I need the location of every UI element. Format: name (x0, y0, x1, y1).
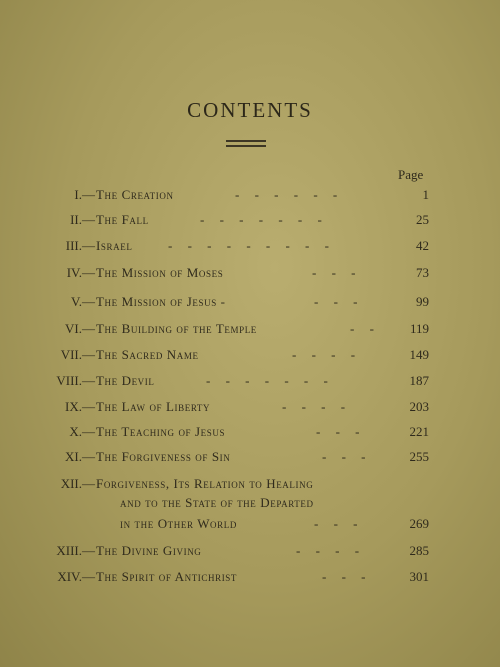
chapter-number: I.— (74, 187, 95, 202)
chapter-title: Israel (96, 238, 133, 253)
dot-leaders: - - - - - - (235, 187, 344, 202)
dot-leaders: - - - (314, 516, 364, 531)
chapter-number: XII.— (60, 476, 95, 491)
chapter-number: VIII.— (56, 373, 95, 388)
page-number: 269 (409, 516, 429, 531)
dot-leaders: - - - - (296, 543, 366, 558)
heading-rule-bottom (226, 145, 266, 147)
chapter-title-line-1: Forgiveness, Its Relation to Healing (96, 476, 314, 491)
chapter-title: The Law of Liberty (96, 399, 211, 414)
toc-entry (0, 424, 500, 444)
chapter-number: VI.— (65, 321, 95, 336)
page-number: 255 (409, 449, 429, 464)
toc-entry (0, 294, 500, 314)
toc-entry (0, 347, 500, 367)
chapter-number: XIV.— (57, 569, 95, 584)
page-number: 285 (409, 543, 429, 558)
toc-entry-multiline (0, 476, 500, 496)
chapter-title-line-3: in the Other World (120, 516, 237, 531)
chapter-title: The Sacred Name (96, 347, 199, 362)
page-number: 1 (422, 187, 429, 202)
page-number: 119 (409, 321, 429, 336)
dot-leaders: - - - - - - - (200, 212, 328, 227)
page-number: 187 (409, 373, 429, 388)
toc-entry (0, 212, 500, 232)
dot-leaders: - - - (314, 294, 364, 309)
chapter-title-line-2: and to the State of the Departed (120, 495, 314, 510)
dot-leaders: - - - - (292, 347, 362, 362)
page-number: 73 (416, 265, 429, 280)
page-number: 99 (416, 294, 429, 309)
contents-heading: CONTENTS (187, 98, 313, 122)
chapter-title: The Forgiveness of Sin (96, 449, 231, 464)
page-number: 42 (416, 238, 429, 253)
chapter-number: X.— (69, 424, 95, 439)
chapter-number: VII.— (60, 347, 95, 362)
dot-leaders: - - (350, 321, 380, 336)
page-column-label: Page (398, 167, 424, 182)
chapter-title: The Devil (96, 373, 155, 388)
chapter-number: II.— (70, 212, 95, 227)
dot-leaders: - - - (312, 265, 362, 280)
chapter-title: The Spirit of Antichrist (96, 569, 237, 584)
toc-entry (0, 321, 500, 341)
toc-entry-continued (0, 516, 500, 536)
page-number: 221 (409, 424, 429, 439)
dot-leaders: - - - - - - - (206, 373, 334, 388)
page-number: 25 (416, 212, 429, 227)
toc-entry (0, 373, 500, 393)
chapter-number: IV.— (66, 265, 95, 280)
chapter-title: The Building of the Temple (96, 321, 257, 336)
dot-leaders: - - - - (282, 399, 352, 414)
toc-entry (0, 569, 500, 589)
toc-entry (0, 449, 500, 469)
chapter-title: The Divine Giving (96, 543, 202, 558)
toc-entry (0, 399, 500, 419)
toc-entry (0, 187, 500, 207)
page-number: 203 (409, 399, 429, 414)
chapter-number: XIII.— (56, 543, 95, 558)
chapter-title: The Teaching of Jesus (96, 424, 226, 439)
chapter-title: The Mission of Jesus - (96, 294, 226, 309)
chapter-title: The Mission of Moses (96, 265, 224, 280)
dot-leaders: - - - (316, 424, 366, 439)
toc-entry (0, 238, 500, 258)
heading-rule-top (226, 140, 266, 142)
chapter-number: III.— (65, 238, 95, 253)
chapter-title: The Fall (96, 212, 149, 227)
toc-entry (0, 543, 500, 563)
dot-leaders: - - - (322, 569, 372, 584)
dot-leaders: - - - (322, 449, 372, 464)
toc-entry (0, 265, 500, 285)
chapter-number: IX.— (65, 399, 95, 414)
chapter-number: V.— (71, 294, 95, 309)
dot-leaders: - - - - - - - - - (168, 238, 335, 253)
page-number: 301 (409, 569, 429, 584)
chapter-number: XI.— (65, 449, 95, 464)
page-number: 149 (409, 347, 429, 362)
chapter-title: The Creation (96, 187, 174, 202)
